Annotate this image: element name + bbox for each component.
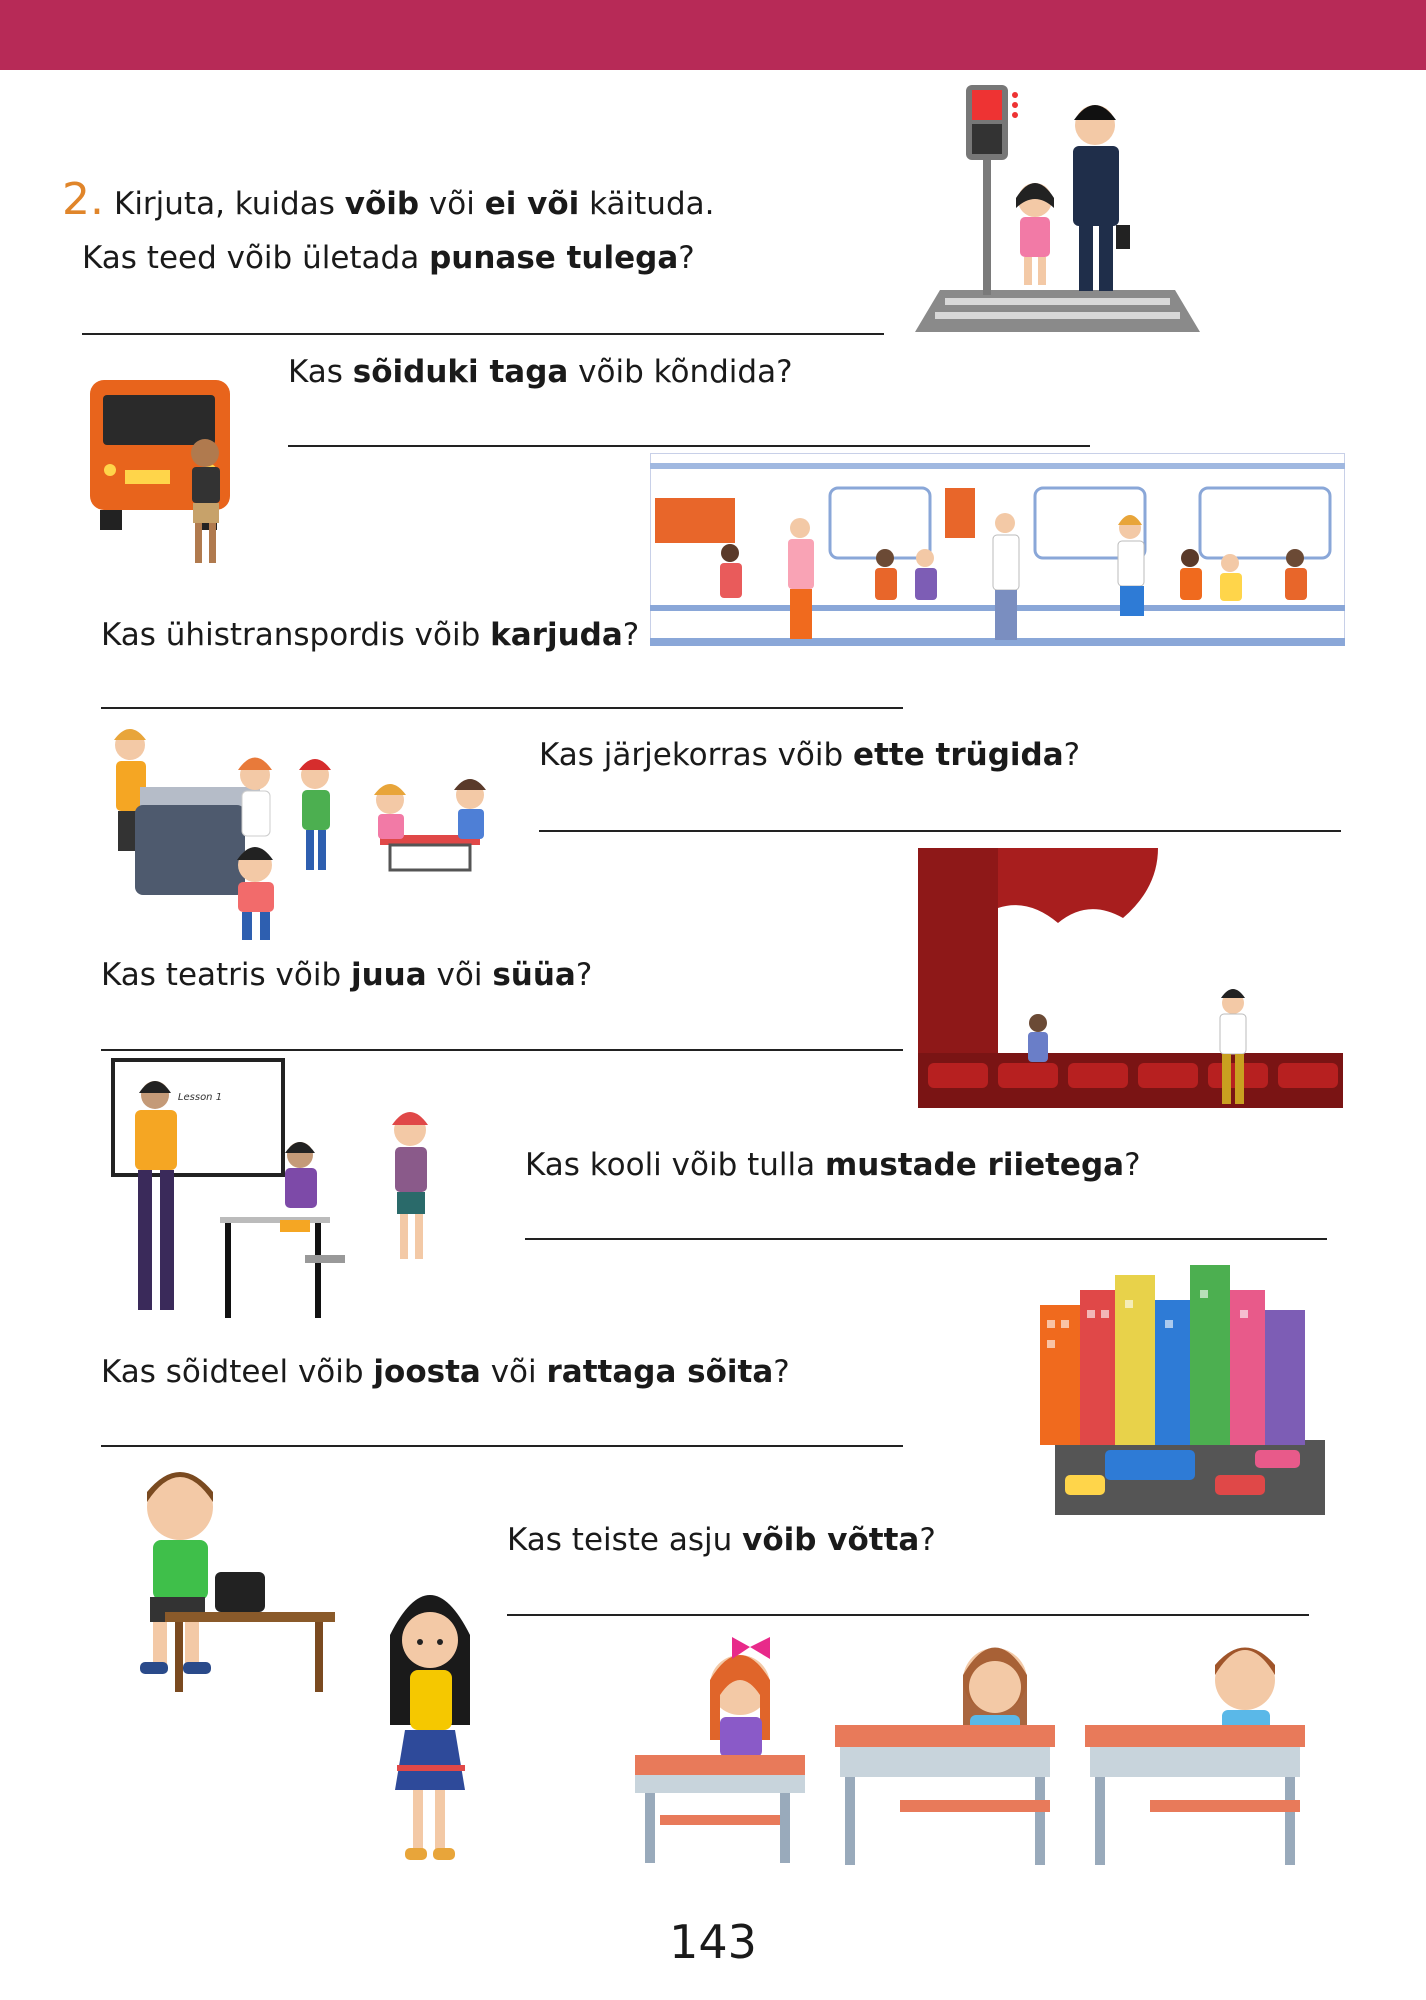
answer-line-3[interactable] <box>101 707 903 709</box>
task-heading: 2. Kirjuta, kuidas võib või ei või käituda. <box>62 174 715 225</box>
kids-at-desks-illustration <box>630 1635 1320 1870</box>
answer-line-7[interactable] <box>101 1445 903 1447</box>
question-1: Kas teed võib ületada punase tulega? <box>82 240 695 276</box>
theater-illustration <box>918 848 1343 1123</box>
answer-line-5[interactable] <box>101 1049 903 1051</box>
answer-line-1[interactable] <box>82 333 884 335</box>
question-5: Kas teatris võib juua või süüa? <box>101 957 593 993</box>
subway-illustration <box>650 453 1345 683</box>
answer-line-6[interactable] <box>525 1238 1327 1240</box>
answer-line-2[interactable] <box>288 445 1090 447</box>
board-label: Lesson 1 <box>177 1092 223 1103</box>
queue-illustration <box>100 715 520 945</box>
question-6: Kas kooli võib tulla mustade riietega? <box>525 1147 1141 1183</box>
answer-line-8[interactable] <box>507 1614 1309 1616</box>
question-8: Kas teiste asju võib võtta? <box>507 1522 936 1558</box>
answer-line-4[interactable] <box>539 830 1341 832</box>
question-4: Kas järjekorras võib ette trügida? <box>539 737 1081 773</box>
task-number: 2. <box>62 174 104 225</box>
header-bar <box>0 0 1426 70</box>
bus-illustration <box>85 375 260 580</box>
city-illustration <box>1025 1260 1325 1515</box>
classroom-illustration <box>105 1055 475 1320</box>
crosswalk-illustration <box>910 80 1205 335</box>
question-3: Kas ühistranspordis võib karjuda? <box>101 617 640 653</box>
question-2: Kas sõiduki taga võib kõndida? <box>288 354 793 390</box>
boy-stealing-bag-illustration <box>105 1462 340 1722</box>
crying-girl-illustration <box>375 1590 485 1870</box>
question-7: Kas sõidteel võib joosta või rattaga sõita? <box>101 1354 790 1390</box>
page-number: 143 <box>669 1915 757 1969</box>
